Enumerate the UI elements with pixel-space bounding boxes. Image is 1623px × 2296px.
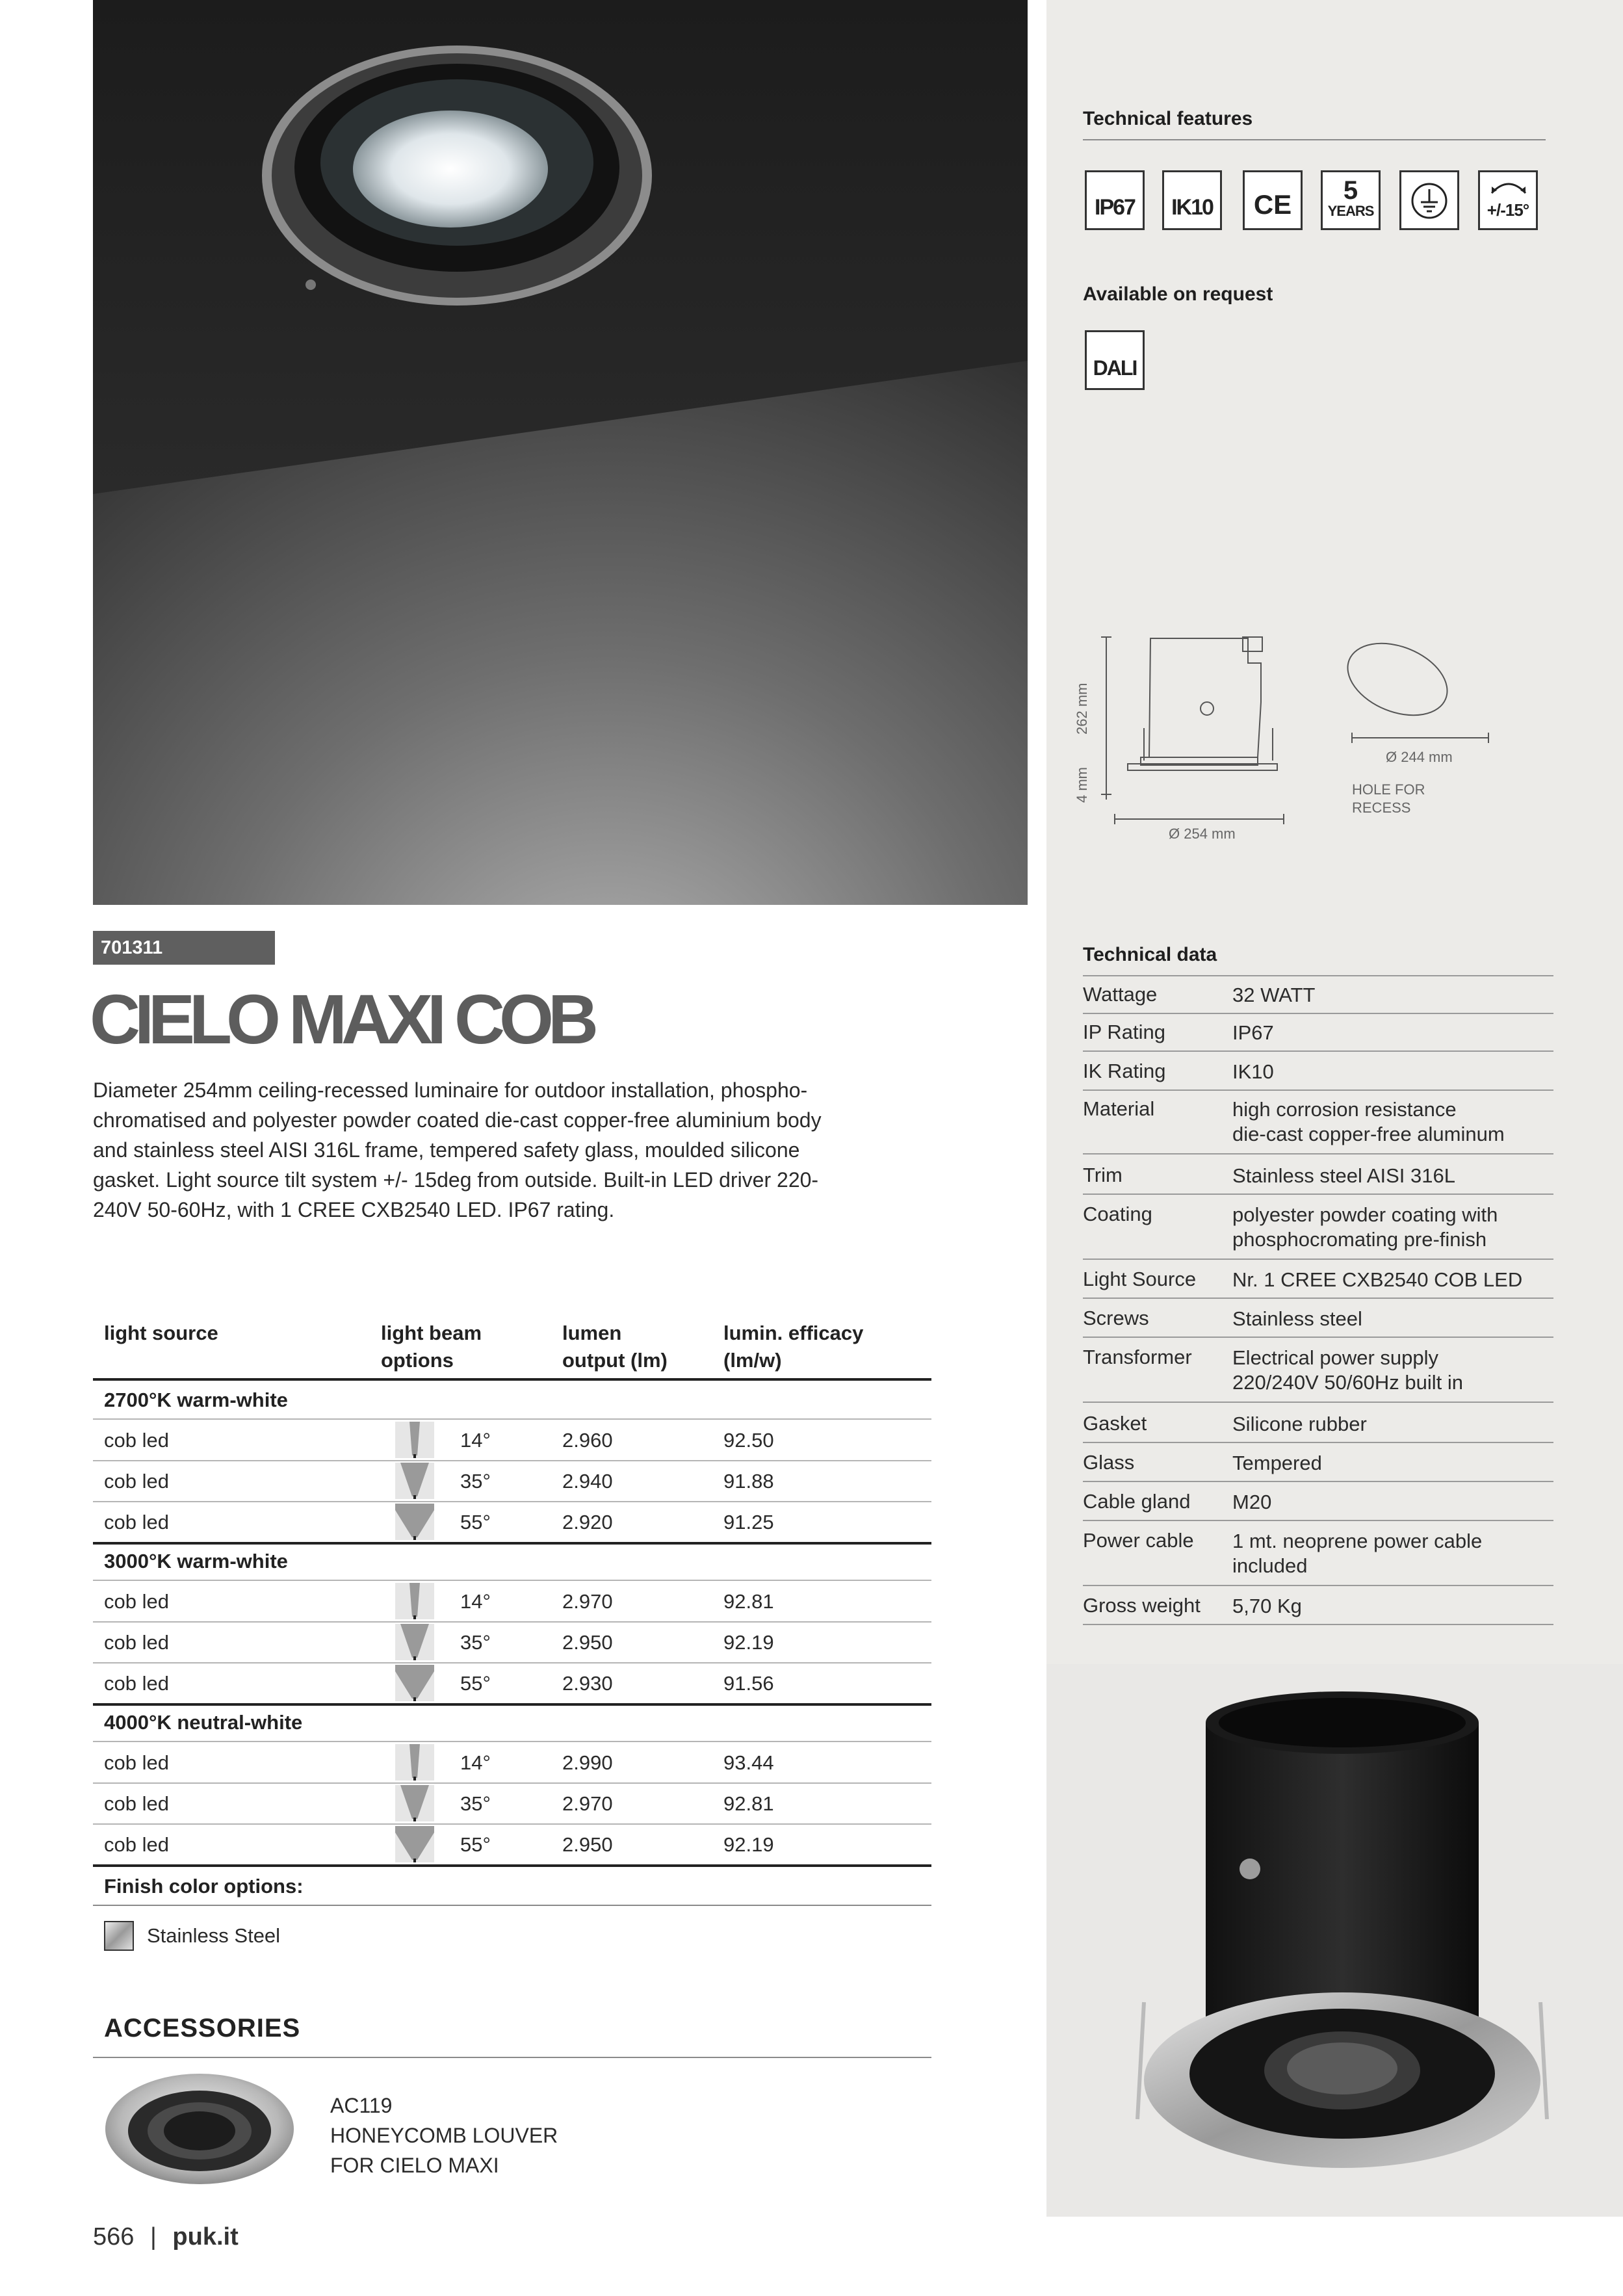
table-row: cob led 14° 2.990 93.44 [93, 1742, 931, 1784]
hole-diameter-label: Ø 244 mm [1386, 749, 1453, 765]
honeycomb-louver-photo [99, 2067, 300, 2191]
table-row: cob led 55° 2.950 92.19 [93, 1824, 931, 1867]
tilt-arrow-icon [1488, 179, 1529, 196]
table-row: cob led 14° 2.970 92.81 [93, 1581, 931, 1623]
narrow-beam-icon [395, 1744, 434, 1781]
medium-beam-icon [395, 1624, 434, 1660]
group-3000k: 3000°K warm-white [104, 1550, 288, 1572]
ce-mark-badge: CE [1243, 170, 1303, 230]
wide-beam-icon [395, 1665, 434, 1701]
col-header-lumen: lumen output (lm) [562, 1322, 668, 1372]
site-link[interactable]: puk.it [172, 2223, 239, 2250]
height-dimension-label: 262 mm [1074, 683, 1090, 735]
tech-row-wattage: Wattage 32 WATT [1083, 983, 1553, 1014]
tech-row-cable-gland: Cable gland M20 [1083, 1490, 1553, 1521]
table-row: cob led 55° 2.920 91.25 [93, 1502, 931, 1545]
group-4000k: 4000°K neutral-white [104, 1711, 303, 1734]
tech-row-glass: Glass Tempered [1083, 1451, 1553, 1482]
footer-separator: | [149, 2223, 157, 2250]
warranty-badge: 5 YEARS [1321, 170, 1381, 230]
table-header-rule [93, 1378, 931, 1381]
accessory-item: AC119 HONEYCOMB LOUVER FOR CIELO MAXI [330, 2094, 558, 2177]
divider [1083, 975, 1553, 976]
group-2700k: 2700°K warm-white [104, 1389, 288, 1411]
page-number: 566 [93, 2223, 135, 2250]
tech-data-title: Technical data [1083, 944, 1217, 965]
finish-option-label: Stainless Steel [147, 1924, 281, 1947]
divider [93, 2057, 931, 2058]
table-row: cob led 35° 2.970 92.81 [93, 1783, 931, 1825]
available-title: Available on request [1083, 283, 1273, 305]
diameter-dimension-label: Ø 254 mm [1169, 826, 1236, 842]
tech-row-ik: IK Rating IK10 [1083, 1060, 1553, 1091]
wide-beam-icon [395, 1504, 434, 1540]
medium-beam-icon [395, 1785, 434, 1821]
table-row: cob led 35° 2.940 91.88 [93, 1461, 931, 1502]
tech-row-ip: IP Rating IP67 [1083, 1021, 1553, 1052]
tech-row-material: Material high corrosion resistance die-cast copper-free aluminum [1083, 1097, 1553, 1155]
tech-row-power-cable: Power cable 1 mt. neoprene power cable included [1083, 1529, 1553, 1586]
col-header-beam: light beam options [381, 1322, 482, 1372]
hero-photo [93, 0, 1028, 905]
tech-row-gross-weight: Gross weight 5,70 Kg [1083, 1594, 1553, 1625]
table-row: cob led 55° 2.930 91.56 [93, 1663, 931, 1706]
narrow-beam-icon [395, 1422, 434, 1458]
wide-beam-icon [395, 1826, 434, 1862]
tech-row-transformer: Transformer Electrical power supply 220/240V 50/60Hz built in [1083, 1346, 1553, 1403]
table-row: cob led 35° 2.950 92.19 [93, 1622, 931, 1663]
product-description: Diameter 254mm ceiling-recessed luminaire for outdoor installation, phospho- chromatised and polyester powder coated die-cast copper-free aluminium body and stainless steel AISI 316L frame, tempered safety glass, moulded silicone gasket. Light source tilt system +/- 15deg from outside. Built-in LED driver 220- 240V 50-60Hz, with 1 CREE CXB2540 LED. IP67 rating. [93, 1078, 822, 1221]
dali-badge: DALI [1085, 330, 1145, 390]
ip67-badge: IP67 [1085, 170, 1145, 230]
col-header-source: light source [104, 1322, 218, 1344]
divider [93, 1905, 931, 1906]
tech-row-trim: Trim Stainless steel AISI 316L [1083, 1164, 1553, 1195]
earth-ground-icon [1399, 170, 1459, 230]
product-photo-panel [1046, 1664, 1623, 2217]
tech-features-title: Technical features [1083, 108, 1253, 129]
tilt-badge: +/-15° [1478, 170, 1538, 230]
product-code: 701311 [93, 931, 275, 965]
tech-row-screws: Screws Stainless steel [1083, 1307, 1553, 1338]
table-row: cob led 14° 2.960 92.50 [93, 1420, 931, 1461]
trim-dimension-label: 4 mm [1074, 767, 1090, 803]
ik10-badge: IK10 [1162, 170, 1222, 230]
luminaire-photo [1046, 1664, 1623, 2217]
narrow-beam-icon [395, 1583, 434, 1619]
divider [1083, 139, 1546, 140]
tech-row-coating: Coating polyester powder coating with phosphocromating pre-finish [1083, 1203, 1553, 1260]
hole-label-line2: RECESS [1352, 800, 1411, 816]
col-header-efficacy: lumin. efficacy (lm/w) [723, 1322, 864, 1372]
medium-beam-icon [395, 1463, 434, 1499]
product-title: CIELO MAXI COB [90, 980, 593, 1058]
accessories-title: ACCESSORIES [104, 2014, 301, 2042]
stainless-steel-swatch [104, 1921, 134, 1951]
finish-title: Finish color options: [104, 1875, 304, 1898]
page-footer [93, 2223, 239, 2251]
hole-label-line1: HOLE FOR [1352, 781, 1425, 798]
tech-row-light-source: Light Source Nr. 1 CREE CXB2540 COB LED [1083, 1268, 1553, 1299]
dimension-drawing [1072, 624, 1527, 845]
tech-row-gasket: Gasket Silicone rubber [1083, 1412, 1553, 1443]
